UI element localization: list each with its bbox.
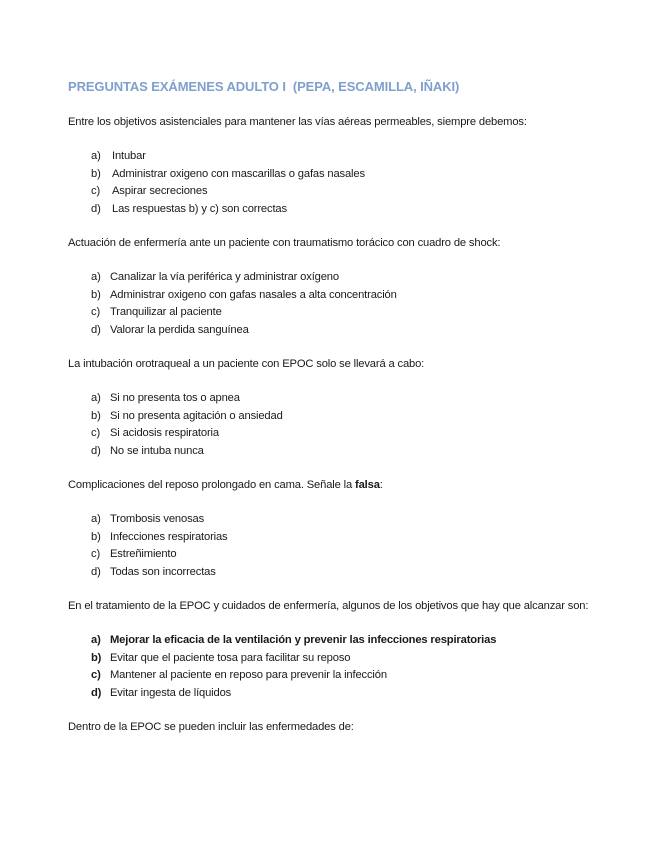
answer-text: Trombosis venosas (110, 513, 205, 525)
answers-list-2 (68, 269, 615, 339)
answer-text: No se intuba nunca (110, 444, 204, 457)
answer-text: Si acidosis respiratoria (110, 427, 219, 439)
question-2: Actuación de enfermería ante un paciente con traumatismo torácico con cuadro de shock: (68, 237, 501, 249)
answer-2b (91, 287, 615, 305)
answer-text: Evitar que el paciente tosa para facilitar su reposo (110, 651, 351, 664)
answer-letter: c) (91, 185, 101, 197)
answer-letter: d) (91, 444, 101, 457)
answer-letter: d) (91, 323, 101, 336)
answer-text: Intubar (112, 150, 146, 162)
answer-letter: a) (91, 634, 101, 646)
answer-text: Estreñimiento (110, 548, 177, 560)
answer-letter: c) (91, 548, 101, 560)
answer-text: Si no presenta agitación o ansiedad (110, 409, 283, 422)
answer-letter: b) (91, 288, 101, 301)
answer-5c (91, 667, 615, 685)
answer-letter: c) (91, 306, 101, 318)
answer-text: Valorar la perdida sanguínea (110, 323, 249, 336)
answers-list-5 (68, 632, 615, 702)
answer-4a (91, 511, 615, 529)
answer-letter: a) (91, 392, 101, 404)
answers-list-1 (68, 148, 615, 218)
question-6: Dentro de la EPOC se pueden incluir las enfermedades de: (68, 721, 354, 733)
question-3: La intubación orotraqueal a un paciente con EPOC solo se llevará a cabo: (68, 358, 425, 370)
answers-list-3 (68, 390, 615, 460)
answer-letter: b) (91, 651, 102, 664)
answer-text: Administrar oxigeno con mascarillas o gafas nasales (112, 167, 365, 180)
answer-3b (91, 408, 615, 426)
question-1: Entre los objetivos asistenciales para mantener las vías aéreas permeables, siempre debemos: (68, 116, 527, 128)
answer-letter: b) (91, 530, 101, 543)
question-4-emphasis: falsa (355, 479, 380, 491)
answer-1a (91, 148, 615, 166)
answer-1c (91, 183, 615, 201)
answer-text: Aspirar secreciones (112, 185, 208, 197)
answer-letter: a) (91, 513, 101, 525)
answer-letter: c) (91, 669, 101, 681)
answer-letter: d) (91, 686, 102, 699)
answer-letter: d) (91, 565, 101, 578)
answer-5b (91, 650, 615, 668)
answer-letter: c) (91, 427, 101, 439)
answer-text: Mantener al paciente en reposo para prevenir la infección (110, 669, 387, 681)
answer-5d (91, 685, 615, 703)
answer-text: Si no presenta tos o apnea (110, 392, 240, 404)
answer-1b (91, 166, 615, 184)
answer-5a (91, 632, 615, 650)
question-4-colon: : (379, 479, 383, 491)
answer-text: Todas son incorrectas (110, 565, 216, 578)
answers-list-4 (68, 511, 615, 581)
answer-letter: d) (91, 202, 101, 215)
answer-letter: b) (91, 167, 101, 180)
answer-2d (91, 322, 615, 340)
answer-text: Canalizar la vía periférica y administrar oxígeno (110, 271, 339, 283)
answer-letter: a) (91, 150, 101, 162)
answer-text: Tranquilizar al paciente (110, 306, 222, 318)
answer-3a (91, 390, 615, 408)
answer-3c (91, 425, 615, 443)
answer-4d (91, 564, 615, 582)
answer-2c (91, 304, 615, 322)
answer-3d (91, 443, 615, 461)
question-4 (68, 477, 615, 494)
answer-4b (91, 529, 615, 547)
answer-letter: b) (91, 409, 101, 422)
answer-text: Mejorar la eficacia de la ventilación y prevenir las infecciones respiratorias (110, 634, 497, 646)
answer-4c (91, 546, 615, 564)
answer-text: Evitar ingesta de líquidos (110, 686, 232, 699)
question-4-text: Complicaciones del reposo prolongado en cama. Señale la (68, 479, 356, 491)
answer-1d (91, 201, 615, 219)
answer-text: Las respuestas b) y c) son correctas (112, 202, 287, 215)
document-title: PREGUNTAS EXÁMENES ADULTO I (PEPA, ESCAMILLA, IÑAKI) (68, 79, 460, 94)
answer-text: Administrar oxigeno con gafas nasales a alta concentración (110, 288, 397, 301)
answer-letter: a) (91, 271, 101, 283)
answer-text: Infecciones respiratorias (110, 530, 228, 543)
answer-2a (91, 269, 615, 287)
question-5: En el tratamiento de la EPOC y cuidados de enfermería, algunos de los objetivos que hay que alcanzar son: (68, 600, 589, 612)
